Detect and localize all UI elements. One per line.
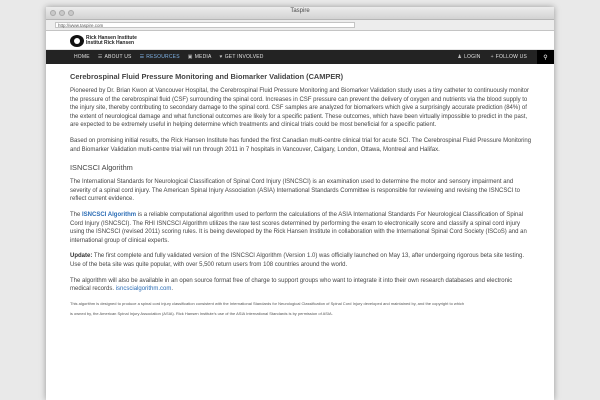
search-icon: ⚲: [543, 54, 548, 61]
login-label: LOGIN: [464, 54, 481, 60]
disclaimer-line-2: is owned by, the American Spinal Injury Association (ASIA). Rick Hansen Institute's use of the ASIA International Standards is by permission of ASIA.: [70, 310, 333, 316]
open-source-paragraph: The algorithm will also be available in an open source format free of charge to support groups who want to integrate it into their own research databases and electronic medical records. isncscialgorithm.com.: [70, 277, 513, 293]
plus-icon: +: [490, 54, 494, 60]
update-label: Update:: [70, 253, 93, 260]
article-content: [70, 72, 532, 321]
site-header: [46, 31, 554, 50]
heart-icon: ♥: [219, 54, 223, 60]
logo-icon: [70, 35, 84, 47]
isncsci-algorithm-link[interactable]: ISNCSCI Algorithm: [82, 211, 137, 218]
logo-line-2: Institut Rick Hansen: [86, 40, 135, 46]
nav-media-label: MEDIA: [194, 54, 212, 60]
window-title: Taspire: [290, 8, 310, 14]
nav-home[interactable]: [74, 54, 90, 60]
film-icon: ▣: [187, 54, 193, 60]
isncscialgorithm-link[interactable]: isncscialgorithm.com: [115, 286, 172, 293]
article-title: Cerebrospinal Fluid Pressure Monitoring and Biomarker Validation (CAMPER): [70, 72, 344, 81]
search-button[interactable]: [537, 50, 554, 64]
browser-window: [46, 7, 554, 400]
nav-resources-label: RESOURCES: [146, 54, 180, 60]
user-icon: ♟: [457, 54, 463, 60]
nav-resources[interactable]: [140, 54, 180, 60]
nav-about-label: ABOUT US: [104, 54, 132, 60]
address-bar-area: [46, 20, 554, 31]
nav-media[interactable]: [188, 54, 212, 60]
nav-home-label: HOME: [74, 54, 90, 60]
address-bar[interactable]: http://www.taspire.com: [55, 22, 355, 28]
title-bar: [46, 7, 554, 20]
camper-paragraph-2: Based on promising initial results, the Rick Hansen Institute has funded the first Canadian multi-centre clinical trial for acute SCI. The Cerebrospinal Fluid Pressure Monitoring and Biomarker Validation multi-centre trial will run through 2011 in 7 hospitals in Vancouver, Calgary, London, Ottawa, Montreal and Halifax.: [70, 137, 532, 153]
login-link[interactable]: [457, 54, 480, 60]
list-icon: ☰: [139, 54, 145, 60]
logo-line-1: Rick Hansen Institute: [86, 34, 137, 41]
follow-us-label: FOLLOW US: [495, 54, 527, 60]
nav-about-us[interactable]: [98, 54, 132, 60]
isncsci-heading: ISNCSCI Algorithm: [70, 163, 133, 173]
main-nav: [46, 50, 554, 64]
nav-get-involved[interactable]: [220, 54, 264, 60]
update-paragraph: Update: The first complete and fully validated version of the ISNCSCI Algorithm (Version 1.0) was officially launched on May 13, after undergoing rigorous beta site testing. Use of the beta site was quite popular, with over 5,500 return users from 108 countries around the world.: [70, 253, 525, 268]
camper-paragraph-1: Pioneered by Dr. Brian Kwon at Vancouver Hospital, the Cerebrospinal Fluid Pressure Monitoring and Biomarker Validation study uses a tiny catheter to continuously monitor the pressure of the cerebrospinal fluid (CSF) surrounding the spinal cord. Increases in CSF pressure can prevent the delivery of oxygen and nutrients via the blood supply to the injury site, thereby contributing to secondary damage to the spinal cord. CSF samples are analyzed for biomarkers which give a surprisingly accurate prediction (84%) of the extent of neurological damage and what functional outcomes are likely for a specific patient. These outcomes, which have been virtually impossible to predict in the past, are expected to be extremely useful in helping determine which treatments and clinical trials could be most beneficial for a specific patient.: [70, 88, 530, 129]
isncsci-paragraph-2: The ISNCSCI Algorithm is a reliable computational algorithm used to perform the calculations of the ASIA International Standards For Neurological Classification of Spinal Cord Injury (ISNCSCI). The RHI ISNCSCI Algorithm utilizes the raw test scores determined by performing the exam to electronically score and classify a spinal cord injury using the ISNCSCI (revised 2011) scoring rules. It is being developed by the Rick Hansen Institute in collaboration with the International Spinal Cord Society (ISCoS) and an international group of clinical experts.: [70, 211, 527, 244]
follow-us-link[interactable]: [491, 54, 527, 60]
list-icon: ☰: [97, 54, 103, 60]
nav-get-involved-label: GET INVOLVED: [224, 54, 264, 60]
site-logo[interactable]: [70, 35, 137, 47]
disclaimer-line-1: This algorithm is designed to produce a spinal cord injury classification consistent with the International Standards for Neurological Classification of Spinal Cord Injury developed and maintained by, and the copyright to which: [70, 300, 465, 306]
isncsci-paragraph-1: The International Standards for Neurological Classification of Spinal Cord Injury (ISNCSCI) is an examination used to determine the motor and sensory impairment and severity of a spinal cord injury. The American Spinal Injury Association (ASIA) International Standards Committee is responsible for reviewing and revising the ISNCSCI to reflect current evidence.: [70, 179, 520, 203]
